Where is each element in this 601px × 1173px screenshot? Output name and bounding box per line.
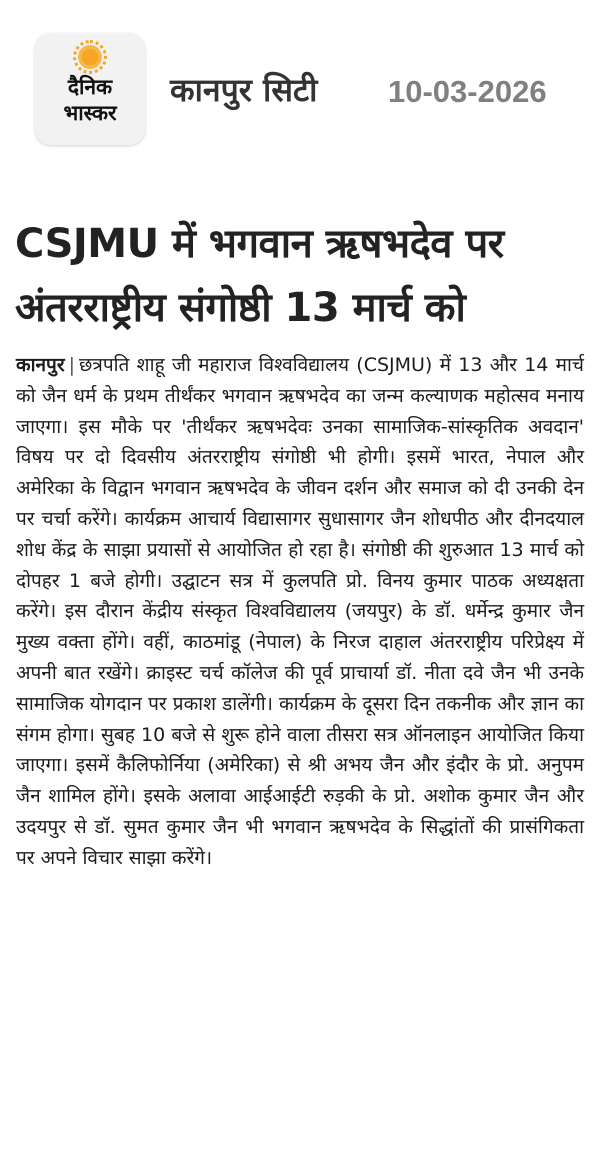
sun-icon <box>78 45 102 69</box>
dainik-bhaskar-logo[interactable] <box>35 33 145 145</box>
logo-text-line2: भास्कर <box>63 101 117 125</box>
headline-line2: अंतरराष्ट्रीय संगोष्ठी 13 मार्च को <box>15 285 466 331</box>
edition-date: 10-03-2026 <box>388 74 547 109</box>
headline-line1: CSJMU में भगवान ऋषभदेव पर <box>15 221 504 267</box>
page-header <box>0 0 601 180</box>
logo-text-line1: दैनिक <box>67 75 113 99</box>
article-body-text: छत्रपति शाहू जी महाराज विश्वविद्यालय (CSJMU) में 13 और 14 मार्च को जैन धर्म के प्रथम तीर्थंकर भगवान ऋषभदेव का जन्म कल्याणक महोत्सव मनाय जाएगा। इस मौके पर 'तीर्थंकर ऋषभदेवः उनका सामाजिक-सांस्कृतिक अवदान' विषय पर दो दिवसीय अंतरराष्ट्रीय संगोष्ठी भी होगी। इसमें भारत, नेपाल और अमेरिका के विद्वान भगवान ऋषभदेव के जीवन दर्शन और समाज को दी उनकी देन पर चर्चा करेंगे। कार्यक्रम आचार्य विद्यासागर सुधासागर जैन शोधपीठ और दीनदयाल शोध केंद्र के साझा प्रयासों से आयोजित हो रहा है। संगोष्ठी की शुरुआत 13 मार्च को दोपहर 1 बजे होगी। उद्घाटन सत्र में कुलपति प्रो. विनय कुमार पाठक अध्यक्षता करेंगे। इस दौरान केंद्रीय संस्कृत विश्वविद्यालय (जयपुर) के डॉ. धर्मेन्द्र कुमार जैन मुख्य वक्ता होंगे। वहीं, काठमांडू (नेपाल) के निरज दाहाल अंतरराष्ट्रीय परिप्रेक्ष्य में अपनी बात रखेंगे। क्राइस्ट चर्च कॉलेज की पूर्व प्राचार्या डॉ. नीता दवे जैन भी उनके सामाजिक योगदान पर प्रकाश डालेंगी। कार्यक्रम के दूसरा दिन तकनीक और ज्ञान का संगम होगा। सुबह 10 बजे से शुरू होने वाला तीसरा सत्र ऑनलाइन आयोजित किया जाएगा। इसमें कैलिफोर्निया (अमेरिका) से श्री अभय जैन और इंदौर के प्रो. अनुपम जैन शामिल होंगे। इसके अलावा आईआईटी रुड़की के प्रो. अशोक कुमार जैन और उदयपुर से डॉ. सुमत कुमार जैन भी भगवान ऋषभदेव के सिद्धांतों की प्रासंगिकता पर अपने विचार साझा करेंगे। <box>16 354 584 869</box>
article-body <box>16 350 584 874</box>
dateline: कानपुर <box>16 354 65 376</box>
dateline-separator: | <box>68 354 76 376</box>
article-headline <box>15 212 590 340</box>
edition-city: कानपुर सिटी <box>170 71 318 109</box>
